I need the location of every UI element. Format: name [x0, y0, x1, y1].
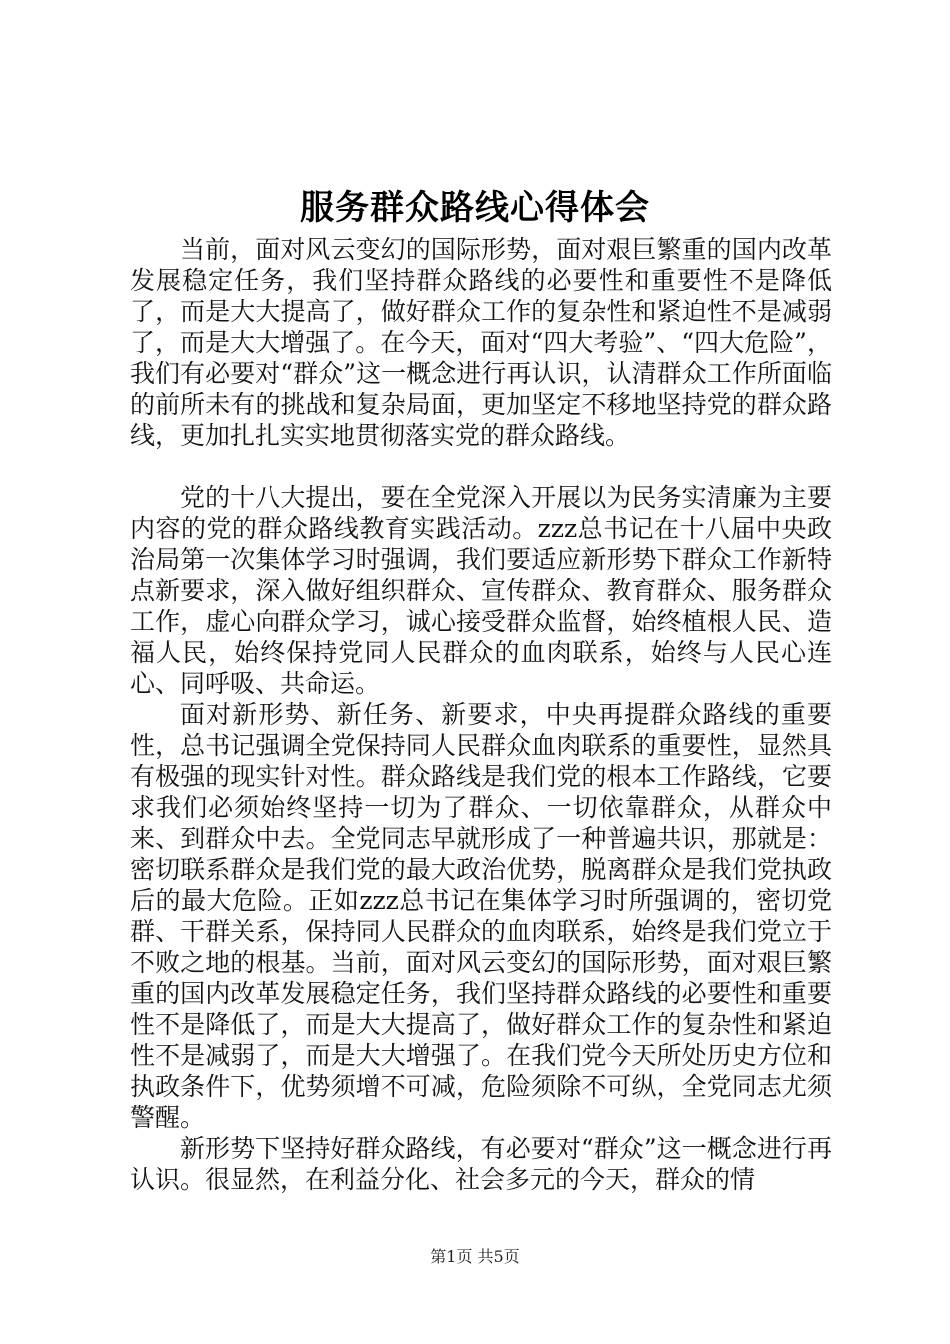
paragraph-2: 党的十八大提出，要在全党深入开展以为民务实清廉为主要内容的党的群众路线教育实践活动。zzz总书记在十八届中央政治局第一次集体学习时强调，我们要适应新形势下群众工作新特点新要求，深入做好组织群众、宣传群众、教育群众、服务群众工作，虚心向群众学习，诚心接受群众监督，始终植根人民、造福人民，始终保持党同人民群众的血肉联系，始终与人民心连心、同呼吸、共命运。 [130, 483, 832, 698]
paragraph-4: 新形势下坚持好群众路线，有必要对“群众”这一概念进行再认识。很显然，在利益分化、社会多元的今天，群众的情 [130, 1134, 832, 1194]
paragraph-3: 面对新形势、新任务、新要求，中央再提群众路线的重要性，总书记强调全党保持同人民群众血肉联系的重要性，显然具有极强的现实针对性。群众路线是我们党的根本工作路线，它要求我们必须始终坚持一切为了群众、一切依靠群众，从群众中来、到群众中去。全党同志早就形成了一种普遍共识，那就是：密切联系群众是我们党的最大政治优势，脱离群众是我们党执政后的最大危险。正如zzz总书记在集体学习时所强调的，密切党群、干群关系，保持同人民群众的血肉联系，始终是我们党立于不败之地的根基。当前，面对风云变幻的国际形势，面对艰巨繁重的国内改革发展稳定任务，我们坚持群众路线的必要性和重要性不是降低了，而是大大提高了，做好群众工作的复杂性和紧迫性不是减弱了，而是大大增强了。在我们党今天所处历史方位和执政条件下，优势须增不可减，危险须除不可纵，全党同志尤须警醒。 [130, 700, 832, 1132]
paragraph-1: 当前，面对风云变幻的国际形势，面对艰巨繁重的国内改革发展稳定任务，我们坚持群众路线的必要性和重要性不是降低了，而是大大提高了，做好群众工作的复杂性和紧迫性不是减弱了，而是大大增强了。在今天，面对“四大考验”、“四大危险”，我们有必要对“群众”这一概念进行再认识，认清群众工作所面临的前所未有的挑战和复杂局面，更加坚定不移地坚持党的群众路线，更加扎扎实实地贯彻落实党的群众路线。 [130, 235, 832, 450]
document-title: 服务群众路线心得体会 [300, 188, 650, 228]
document-body [130, 234, 832, 1195]
page-footer: 第1页 共5页 [430, 1247, 520, 1266]
